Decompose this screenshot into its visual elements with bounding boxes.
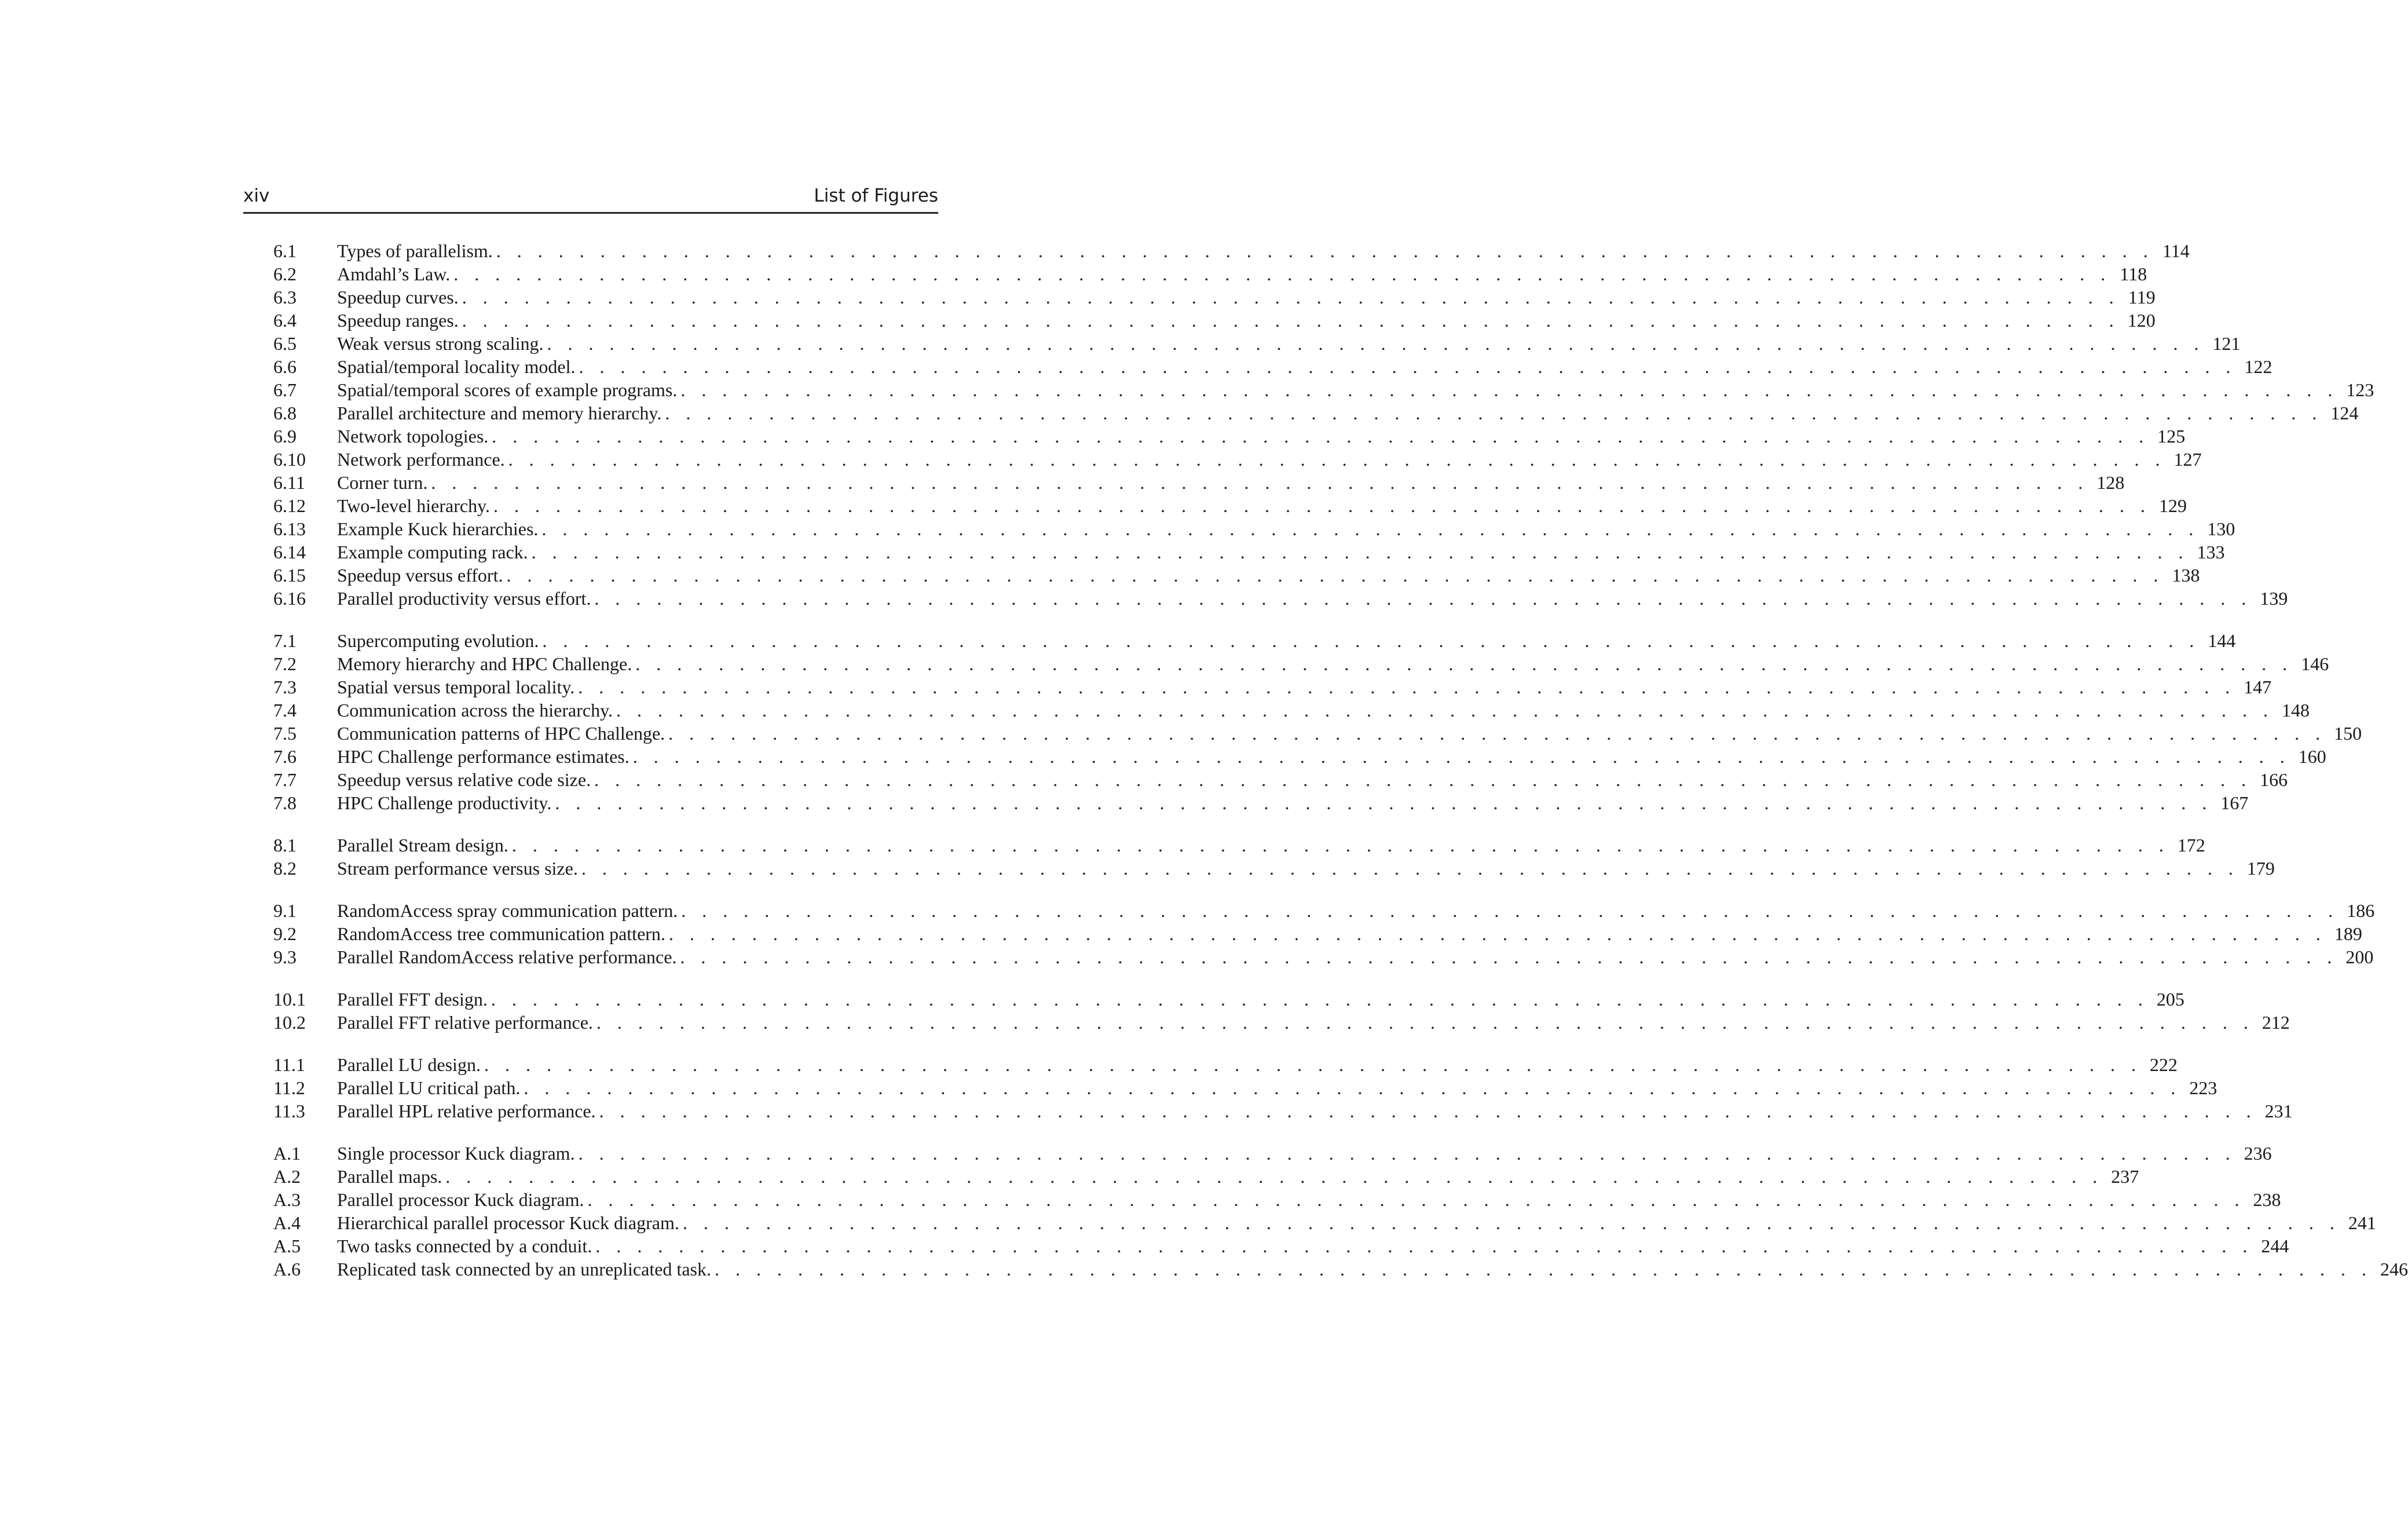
- figure-number: A.5: [273, 1236, 301, 1256]
- figure-title: Types of parallelism.: [337, 239, 496, 262]
- figure-number: 6.12: [273, 495, 306, 516]
- figure-title: Speedup versus effort.: [337, 564, 506, 587]
- figure-entry[interactable]: [243, 745, 2326, 768]
- dot-leader: . . . . . . . . . . . . . . . . . . . . . . . . . . . . . . . . . . . . . . . . . . . . . . . . . . . . . . . . . . . . . . . . . . . . . . . . . . . . . . . .: [599, 1101, 2257, 1121]
- figure-group: [243, 629, 2362, 814]
- figure-title: Parallel FFT design.: [337, 988, 491, 1011]
- dot-leader: . . . . . . . . . . . . . . . . . . . . . . . . . . . . . . . . . . . . . . . . . . . . . . . . . . . . . . . . . . . . . . . . . . . . . . . . . . . . . . . .: [492, 426, 2150, 447]
- figure-number: 7.1: [273, 630, 297, 651]
- figure-entry[interactable]: [243, 1234, 2289, 1258]
- figure-page-number: 167: [2220, 792, 2249, 813]
- figure-entry[interactable]: [243, 1076, 2217, 1099]
- figure-entry[interactable]: [243, 332, 2241, 355]
- dot-leader: . . . . . . . . . . . . . . . . . . . . . . . . . . . . . . . . . . . . . . . . . . . . . . . . . . . . . . . . . . . . . . . . . . . . . . . . . . . . . . . .: [491, 989, 2149, 1010]
- dot-leader: . . . . . . . . . . . . . . . . . . . . . . . . . . . . . . . . . . . . . . . . . . . . . . . . . . . . . . . . . . . . . . . . . . . . . . . . . . . . . . . .: [493, 495, 2151, 516]
- figure-entry[interactable]: [243, 494, 2187, 517]
- dot-leader: . . . . . . . . . . . . . . . . . . . . . . . . . . . . . . . . . . . . . . . . . . . . . . . . . . . . . . . . . . . . . . . . . . . . . . . . . . . . . . . .: [682, 1212, 2340, 1233]
- figure-entry[interactable]: [243, 262, 2147, 286]
- figure-entry[interactable]: [243, 425, 2186, 448]
- figure-number: 11.2: [273, 1077, 305, 1098]
- dot-leader: . . . . . . . . . . . . . . . . . . . . . . . . . . . . . . . . . . . . . . . . . . . . . . . . . . . . . . . . . . . . . . . . . . . . . . . . . . . . . . . .: [616, 700, 2274, 721]
- dot-leader: . . . . . . . . . . . . . . . . . . . . . . . . . . . . . . . . . . . . . . . . . . . . . . . . . . . . . . . . . . . . . . . . . . . . . . . . . . . . . . . .: [547, 333, 2205, 354]
- figure-title: HPC Challenge productivity.: [337, 791, 555, 814]
- figure-entry[interactable]: [243, 587, 2288, 610]
- dot-leader: . . . . . . . . . . . . . . . . . . . . . . . . . . . . . . . . . . . . . . . . . . . . . . . . . . . . . . . . . . . . . . . . . . . . . . . . . . . . . . . .: [680, 946, 2338, 967]
- dot-leader: . . . . . . . . . . . . . . . . . . . . . . . . . . . . . . . . . . . . . . . . . . . . . . . . . . . . . . . . . . . . . . . . . . . . . . . . . . . . . . . .: [511, 835, 2169, 856]
- dot-leader: . . . . . . . . . . . . . . . . . . . . . . . . . . . . . . . . . . . . . . . . . . . . . . . . . . . . . . . . . . . . . . . . . . . . . . . . . . . . . . . .: [445, 1166, 2103, 1187]
- figure-entry[interactable]: [243, 988, 2184, 1011]
- figure-page-number: 121: [2212, 333, 2241, 354]
- figure-entry[interactable]: [243, 675, 2272, 699]
- figure-number: 11.3: [273, 1101, 305, 1121]
- figure-title: Parallel FFT relative performance.: [337, 1011, 596, 1034]
- figure-entry[interactable]: [243, 471, 2125, 494]
- figure-number: A.2: [273, 1166, 301, 1187]
- list-of-figures: [243, 239, 2408, 1281]
- figure-number: 7.5: [273, 723, 297, 744]
- figure-entry[interactable]: [243, 768, 2288, 791]
- figure-page-number: 166: [2260, 769, 2288, 790]
- figure-page-number: 123: [2346, 379, 2374, 400]
- page-number-label: xiv: [243, 185, 270, 206]
- figure-page-number: 138: [2172, 565, 2200, 586]
- figure-title: RandomAccess tree communication pattern.: [337, 922, 669, 945]
- figure-page-number: 246: [2380, 1259, 2408, 1280]
- figure-number: A.3: [273, 1189, 301, 1210]
- figure-entry[interactable]: [243, 791, 2249, 814]
- figure-title: Spatial/temporal locality model.: [337, 355, 579, 378]
- figure-page-number: 139: [2260, 588, 2288, 609]
- figure-page-number: 119: [2128, 287, 2156, 308]
- figure-page-number: 124: [2330, 403, 2359, 423]
- figure-title: Example Kuck hierarchies.: [337, 517, 541, 540]
- dot-leader: . . . . . . . . . . . . . . . . . . . . . . . . . . . . . . . . . . . . . . . . . . . . . . . . . . . . . . . . . . . . . . . . . . . . . . . . . . . . . . . .: [578, 677, 2236, 697]
- figure-entry[interactable]: [243, 448, 2202, 471]
- dot-leader: . . . . . . . . . . . . . . . . . . . . . . . . . . . . . . . . . . . . . . . . . . . . . . . . . . . . . . . . . . . . . . . . . . . . . . . . . . . . . . . .: [453, 264, 2111, 284]
- dot-leader: . . . . . . . . . . . . . . . . . . . . . . . . . . . . . . . . . . . . . . . . . . . . . . . . . . . . . . . . . . . . . . . . . . . . . . . . . . . . . . . .: [668, 723, 2326, 744]
- dot-leader: . . . . . . . . . . . . . . . . . . . . . . . . . . . . . . . . . . . . . . . . . . . . . . . . . . . . . . . . . . . . . . . . . . . . . . . . . . . . . . . .: [594, 588, 2252, 609]
- figure-page-number: 130: [2207, 518, 2235, 539]
- figure-entry[interactable]: [243, 857, 2275, 880]
- figure-number: 7.2: [273, 653, 297, 674]
- figure-page-number: 144: [2208, 630, 2236, 651]
- figure-entry[interactable]: [243, 699, 2310, 722]
- figure-number: A.6: [273, 1259, 301, 1280]
- figure-number: 9.1: [273, 900, 297, 921]
- figure-entry[interactable]: [243, 517, 2235, 540]
- dot-leader: . . . . . . . . . . . . . . . . . . . . . . . . . . . . . . . . . . . . . . . . . . . . . . . . . . . . . . . . . . . . . . . . . . . . . . . . . . . . . . . .: [632, 746, 2290, 767]
- figure-entry[interactable]: [243, 1099, 2293, 1123]
- figure-page-number: 241: [2348, 1212, 2376, 1233]
- figure-page-number: 212: [2261, 1012, 2290, 1033]
- dot-leader: . . . . . . . . . . . . . . . . . . . . . . . . . . . . . . . . . . . . . . . . . . . . . . . . . . . . . . . . . . . . . . . . . . . . . . . . . . . . . . . .: [635, 653, 2293, 674]
- figure-title: Communication patterns of HPC Challenge.: [337, 722, 668, 745]
- figure-title: RandomAccess spray communication pattern.: [337, 899, 681, 922]
- dot-leader: . . . . . . . . . . . . . . . . . . . . . . . . . . . . . . . . . . . . . . . . . . . . . . . . . . . . . . . . . . . . . . . . . . . . . . . . . . . . . . . .: [587, 1189, 2245, 1210]
- running-header: [243, 185, 938, 214]
- figure-page-number: 120: [2127, 310, 2156, 331]
- figure-group: [243, 834, 2275, 880]
- figure-number: 6.11: [273, 472, 305, 493]
- figure-title: HPC Challenge performance estimates.: [337, 745, 633, 768]
- figure-number: 6.15: [273, 565, 306, 586]
- figure-title: Network performance.: [337, 448, 508, 471]
- figure-entry[interactable]: [243, 239, 2190, 262]
- figure-number: 6.2: [273, 264, 297, 284]
- figure-entry[interactable]: [243, 945, 2374, 968]
- figure-number: 7.7: [273, 769, 297, 790]
- figure-page-number: 238: [2253, 1189, 2281, 1210]
- figure-title: Two-level hierarchy.: [337, 494, 493, 517]
- figure-title: Weak versus strong scaling.: [337, 332, 547, 355]
- figure-page-number: 127: [2173, 449, 2202, 470]
- figure-entry[interactable]: [243, 1258, 2408, 1281]
- figure-number: 6.13: [273, 518, 306, 539]
- figure-number: 8.1: [273, 835, 297, 856]
- dot-leader: . . . . . . . . . . . . . . . . . . . . . . . . . . . . . . . . . . . . . . . . . . . . . . . . . . . . . . . . . . . . . . . . . . . . . . . . . . . . . . . .: [531, 542, 2189, 562]
- figure-page-number: 160: [2298, 746, 2326, 767]
- figure-title: Example computing rack.: [337, 540, 532, 564]
- figure-entry[interactable]: [243, 629, 2236, 652]
- figure-page-number: 114: [2162, 240, 2190, 261]
- dot-leader: . . . . . . . . . . . . . . . . . . . . . . . . . . . . . . . . . . . . . . . . . . . . . . . . . . . . . . . . . . . . . . . . . . . . . . . . . . . . . . . .: [681, 900, 2339, 921]
- figure-entry[interactable]: [243, 722, 2362, 745]
- section-title: List of Figures: [814, 185, 938, 206]
- figure-title: Spatial versus temporal locality.: [337, 675, 578, 699]
- figure-title: Speedup curves.: [337, 286, 462, 309]
- figure-entry[interactable]: [243, 540, 2225, 564]
- figure-entry[interactable]: [243, 1188, 2281, 1211]
- dot-leader: . . . . . . . . . . . . . . . . . . . . . . . . . . . . . . . . . . . . . . . . . . . . . . . . . . . . . . . . . . . . . . . . . . . . . . . . . . . . . . . .: [462, 287, 2120, 308]
- figure-number: 10.2: [273, 1012, 306, 1033]
- figure-number: 6.14: [273, 542, 306, 562]
- figure-page-number: 223: [2189, 1077, 2217, 1098]
- dot-leader: . . . . . . . . . . . . . . . . . . . . . . . . . . . . . . . . . . . . . . . . . . . . . . . . . . . . . . . . . . . . . . . . . . . . . . . . . . . . . . . .: [714, 1259, 2372, 1280]
- figure-title: Single processor Kuck diagram.: [337, 1142, 579, 1165]
- figure-entry[interactable]: [243, 899, 2375, 922]
- figure-number: 6.6: [273, 356, 297, 377]
- figure-title: Amdahl’s Law.: [337, 262, 453, 286]
- figure-entry[interactable]: [243, 1011, 2290, 1034]
- figure-page-number: 236: [2244, 1143, 2272, 1164]
- figure-title: Parallel maps.: [337, 1165, 445, 1188]
- figure-page-number: 231: [2264, 1101, 2293, 1121]
- figure-page-number: 118: [2120, 264, 2147, 284]
- dot-leader: . . . . . . . . . . . . . . . . . . . . . . . . . . . . . . . . . . . . . . . . . . . . . . . . . . . . . . . . . . . . . . . . . . . . . . . . . . . . . . . .: [508, 449, 2166, 470]
- figure-title: Corner turn.: [337, 471, 431, 494]
- dot-leader: . . . . . . . . . . . . . . . . . . . . . . . . . . . . . . . . . . . . . . . . . . . . . . . . . . . . . . . . . . . . . . . . . . . . . . . . . . . . . . . .: [680, 379, 2339, 400]
- figure-number: 7.4: [273, 700, 297, 721]
- dot-leader: . . . . . . . . . . . . . . . . . . . . . . . . . . . . . . . . . . . . . . . . . . . . . . . . . . . . . . . . . . . . . . . . . . . . . . . . . . . . . . . .: [506, 565, 2164, 586]
- figure-number: 10.1: [273, 989, 306, 1010]
- figure-entry[interactable]: [243, 401, 2359, 425]
- figure-entry[interactable]: [243, 309, 2156, 332]
- dot-leader: . . . . . . . . . . . . . . . . . . . . . . . . . . . . . . . . . . . . . . . . . . . . . . . . . . . . . . . . . . . . . . . . . . . . . . . . . . . . . . . .: [524, 1077, 2182, 1098]
- figure-title: Speedup versus relative code size.: [337, 768, 594, 791]
- figure-title: Parallel Stream design.: [337, 834, 512, 857]
- figure-number: 6.9: [273, 426, 297, 447]
- figure-group: [243, 239, 2374, 610]
- figure-group: [243, 988, 2290, 1034]
- figure-entry[interactable]: [243, 1211, 2376, 1234]
- figure-title: Network topologies.: [337, 425, 492, 448]
- figure-entry[interactable]: [243, 652, 2329, 675]
- figure-number: 6.5: [273, 333, 297, 354]
- figure-page-number: 179: [2246, 858, 2275, 879]
- figure-page-number: 146: [2301, 653, 2329, 674]
- dot-leader: . . . . . . . . . . . . . . . . . . . . . . . . . . . . . . . . . . . . . . . . . . . . . . . . . . . . . . . . . . . . . . . . . . . . . . . . . . . . . . . .: [578, 1143, 2236, 1164]
- figure-title: Hierarchical parallel processor Kuck diagram.: [337, 1211, 683, 1234]
- figure-entry[interactable]: [243, 564, 2200, 587]
- figure-page-number: 150: [2334, 723, 2362, 744]
- dot-leader: . . . . . . . . . . . . . . . . . . . . . . . . . . . . . . . . . . . . . . . . . . . . . . . . . . . . . . . . . . . . . . . . . . . . . . . . . . . . . . . .: [462, 310, 2120, 331]
- dot-leader: . . . . . . . . . . . . . . . . . . . . . . . . . . . . . . . . . . . . . . . . . . . . . . . . . . . . . . . . . . . . . . . . . . . . . . . . . . . . . . . .: [496, 240, 2154, 261]
- figure-page-number: 237: [2111, 1166, 2139, 1187]
- figure-number: 9.3: [273, 946, 297, 967]
- figure-title: Memory hierarchy and HPC Challenge.: [337, 652, 635, 675]
- figure-page-number: 186: [2347, 900, 2375, 921]
- figure-title: Parallel productivity versus effort.: [337, 587, 594, 610]
- dot-leader: . . . . . . . . . . . . . . . . . . . . . . . . . . . . . . . . . . . . . . . . . . . . . . . . . . . . . . . . . . . . . . . . . . . . . . . . . . . . . . . .: [595, 1236, 2253, 1256]
- figure-number: 6.4: [273, 310, 297, 331]
- book-page: [243, 185, 2408, 1300]
- figure-title: Parallel architecture and memory hierarchy.: [337, 401, 665, 425]
- figure-title: Parallel RandomAccess relative performance.: [337, 945, 680, 968]
- figure-group: [243, 1053, 2293, 1123]
- figure-page-number: 129: [2159, 495, 2187, 516]
- figure-page-number: 200: [2345, 946, 2374, 967]
- figure-number: A.4: [273, 1212, 301, 1233]
- figure-title: Parallel HPL relative performance.: [337, 1099, 599, 1123]
- figure-number: 6.16: [273, 588, 306, 609]
- figure-number: 6.7: [273, 379, 297, 400]
- figure-page-number: 128: [2096, 472, 2125, 493]
- figure-number: 7.8: [273, 792, 297, 813]
- figure-entry[interactable]: [243, 1142, 2272, 1165]
- figure-title: Speedup ranges.: [337, 309, 462, 332]
- figure-number: 6.8: [273, 403, 297, 423]
- figure-number: 7.6: [273, 746, 297, 767]
- figure-number: 6.3: [273, 287, 297, 308]
- dot-leader: . . . . . . . . . . . . . . . . . . . . . . . . . . . . . . . . . . . . . . . . . . . . . . . . . . . . . . . . . . . . . . . . . . . . . . . . . . . . . . . .: [542, 630, 2200, 651]
- figure-page-number: 244: [2261, 1236, 2289, 1256]
- figure-entry[interactable]: [243, 378, 2374, 401]
- dot-leader: . . . . . . . . . . . . . . . . . . . . . . . . . . . . . . . . . . . . . . . . . . . . . . . . . . . . . . . . . . . . . . . . . . . . . . . . . . . . . . . .: [431, 472, 2089, 493]
- figure-number: 6.10: [273, 449, 306, 470]
- figure-title: Supercomputing evolution.: [337, 629, 542, 652]
- dot-leader: . . . . . . . . . . . . . . . . . . . . . . . . . . . . . . . . . . . . . . . . . . . . . . . . . . . . . . . . . . . . . . . . . . . . . . . . . . . . . . . .: [581, 858, 2239, 879]
- figure-title: Stream performance versus size.: [337, 857, 581, 880]
- figure-title: Parallel LU design.: [337, 1053, 484, 1076]
- figure-number: 7.3: [273, 677, 297, 697]
- figure-title: Parallel LU critical path.: [337, 1076, 524, 1099]
- figure-entry[interactable]: [243, 922, 2362, 945]
- figure-title: Communication across the hierarchy.: [337, 699, 616, 722]
- dot-leader: . . . . . . . . . . . . . . . . . . . . . . . . . . . . . . . . . . . . . . . . . . . . . . . . . . . . . . . . . . . . . . . . . . . . . . . . . . . . . . . .: [579, 356, 2237, 377]
- figure-page-number: 147: [2244, 677, 2272, 697]
- figure-entry[interactable]: [243, 1165, 2139, 1188]
- figure-title: Spatial/temporal scores of example programs.: [337, 378, 680, 401]
- dot-leader: . . . . . . . . . . . . . . . . . . . . . . . . . . . . . . . . . . . . . . . . . . . . . . . . . . . . . . . . . . . . . . . . . . . . . . . . . . . . . . . .: [484, 1054, 2142, 1075]
- figure-number: 11.1: [273, 1054, 305, 1075]
- dot-leader: . . . . . . . . . . . . . . . . . . . . . . . . . . . . . . . . . . . . . . . . . . . . . . . . . . . . . . . . . . . . . . . . . . . . . . . . . . . . . . . .: [668, 923, 2326, 944]
- figure-page-number: 133: [2197, 542, 2225, 562]
- figure-page-number: 222: [2149, 1054, 2178, 1075]
- dot-leader: . . . . . . . . . . . . . . . . . . . . . . . . . . . . . . . . . . . . . . . . . . . . . . . . . . . . . . . . . . . . . . . . . . . . . . . . . . . . . . . .: [541, 518, 2200, 539]
- figure-page-number: 148: [2282, 700, 2310, 721]
- figure-entry[interactable]: [243, 286, 2156, 309]
- figure-entry[interactable]: [243, 1053, 2178, 1076]
- figure-entry[interactable]: [243, 834, 2205, 857]
- figure-group: [243, 899, 2375, 968]
- figure-page-number: 172: [2177, 835, 2205, 856]
- figure-number: 6.1: [273, 240, 297, 261]
- figure-number: 9.2: [273, 923, 297, 944]
- figure-page-number: 125: [2157, 426, 2186, 447]
- figure-page-number: 122: [2244, 356, 2272, 377]
- dot-leader: . . . . . . . . . . . . . . . . . . . . . . . . . . . . . . . . . . . . . . . . . . . . . . . . . . . . . . . . . . . . . . . . . . . . . . . . . . . . . . . .: [555, 792, 2213, 813]
- dot-leader: . . . . . . . . . . . . . . . . . . . . . . . . . . . . . . . . . . . . . . . . . . . . . . . . . . . . . . . . . . . . . . . . . . . . . . . . . . . . . . . .: [594, 769, 2252, 790]
- figure-title: Two tasks connected by a conduit.: [337, 1234, 595, 1258]
- dot-leader: . . . . . . . . . . . . . . . . . . . . . . . . . . . . . . . . . . . . . . . . . . . . . . . . . . . . . . . . . . . . . . . . . . . . . . . . . . . . . . . .: [596, 1012, 2254, 1033]
- figure-number: 8.2: [273, 858, 297, 879]
- figure-page-number: 189: [2334, 923, 2362, 944]
- dot-leader: . . . . . . . . . . . . . . . . . . . . . . . . . . . . . . . . . . . . . . . . . . . . . . . . . . . . . . . . . . . . . . . . . . . . . . . . . . . . . . . .: [665, 403, 2323, 423]
- figure-number: A.1: [273, 1143, 301, 1164]
- figure-entry[interactable]: [243, 355, 2272, 378]
- figure-page-number: 205: [2156, 989, 2184, 1010]
- figure-group: [243, 1142, 2408, 1281]
- figure-title: Replicated task connected by an unreplicated task.: [337, 1258, 715, 1281]
- figure-title: Parallel processor Kuck diagram.: [337, 1188, 588, 1211]
